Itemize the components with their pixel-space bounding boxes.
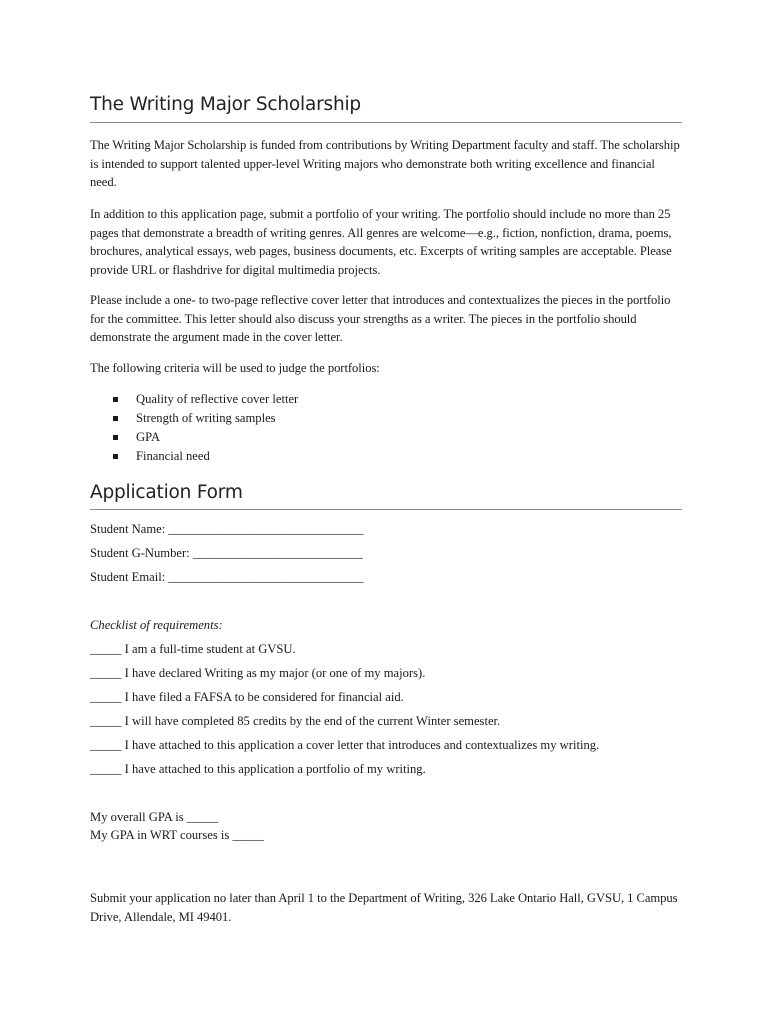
bullet-icon: [113, 416, 118, 421]
student-name-field[interactable]: Student Name: _______________________________: [90, 522, 364, 536]
bullet-icon: [113, 454, 118, 459]
form-title-divider: [90, 509, 682, 510]
overall-gpa-field[interactable]: My overall GPA is _____: [90, 810, 219, 824]
scholarship-title: The Writing Major Scholarship: [90, 94, 361, 115]
title-divider: [90, 122, 682, 123]
wrt-gpa-field[interactable]: My GPA in WRT courses is _____: [90, 828, 264, 842]
criteria-list: [90, 390, 682, 466]
form-title: Application Form: [90, 482, 243, 503]
checklist-item[interactable]: _____ I will have completed 85 credits by the end of the current Winter semester.: [90, 714, 501, 728]
checklist-item[interactable]: _____ I am a full-time student at GVSU.: [90, 642, 296, 656]
student-g-number-field[interactable]: Student G-Number: ___________________________: [90, 546, 363, 560]
checklist-item[interactable]: _____ I have declared Writing as my major (or one of my majors).: [90, 666, 426, 680]
criteria-intro: The following criteria will be used to judge the portfolios:: [90, 361, 380, 375]
checklist-item[interactable]: _____ I have filed a FAFSA to be considered for financial aid.: [90, 690, 404, 704]
list-item: Financial need: [90, 447, 682, 466]
checklist-item[interactable]: _____ I have attached to this application a portfolio of my writing.: [90, 762, 426, 776]
cover-letter-paragraph: Please include a one- to two-page reflective cover letter that introduces and contextualizes the pieces in the portfolio for the committee. This letter should also discuss your strengths as a writer. The pieces in the portfolio should demonstrate the argument made in the cover letter.: [90, 293, 671, 345]
list-item: Quality of reflective cover letter: [90, 390, 682, 409]
list-item: Strength of writing samples: [90, 409, 682, 428]
student-email-field[interactable]: Student Email: _______________________________: [90, 570, 364, 584]
portfolio-paragraph: In addition to this application page, submit a portfolio of your writing. The portfolio should include no more than 25 pages that demonstrate a breadth of writing genres. All genres are welcome—e.g., fiction, nonfiction, drama, poems, brochures, analytical essays, web pages, business documents, etc. Excerpts of writing samples are acceptable. Please provide URL or flashdrive for digital multimedia projects.: [90, 207, 672, 277]
submission-note: Submit your application no later than April 1 to the Department of Writing, 326 Lake Ontario Hall, GVSU, 1 Campus Drive, Allendale, MI 49401.: [90, 891, 678, 924]
list-item: GPA: [90, 428, 682, 447]
checklist-heading: Checklist of requirements:: [90, 618, 223, 632]
intro-paragraph: The Writing Major Scholarship is funded from contributions by Writing Department faculty and staff. The scholarship is intended to support talented upper-level Writing majors who demonstrate both writing excellence and financial need.: [90, 138, 680, 190]
bullet-icon: [113, 435, 118, 440]
checklist-item[interactable]: _____ I have attached to this application a cover letter that introduces and contextualizes my writing.: [90, 738, 600, 752]
bullet-icon: [113, 397, 118, 402]
